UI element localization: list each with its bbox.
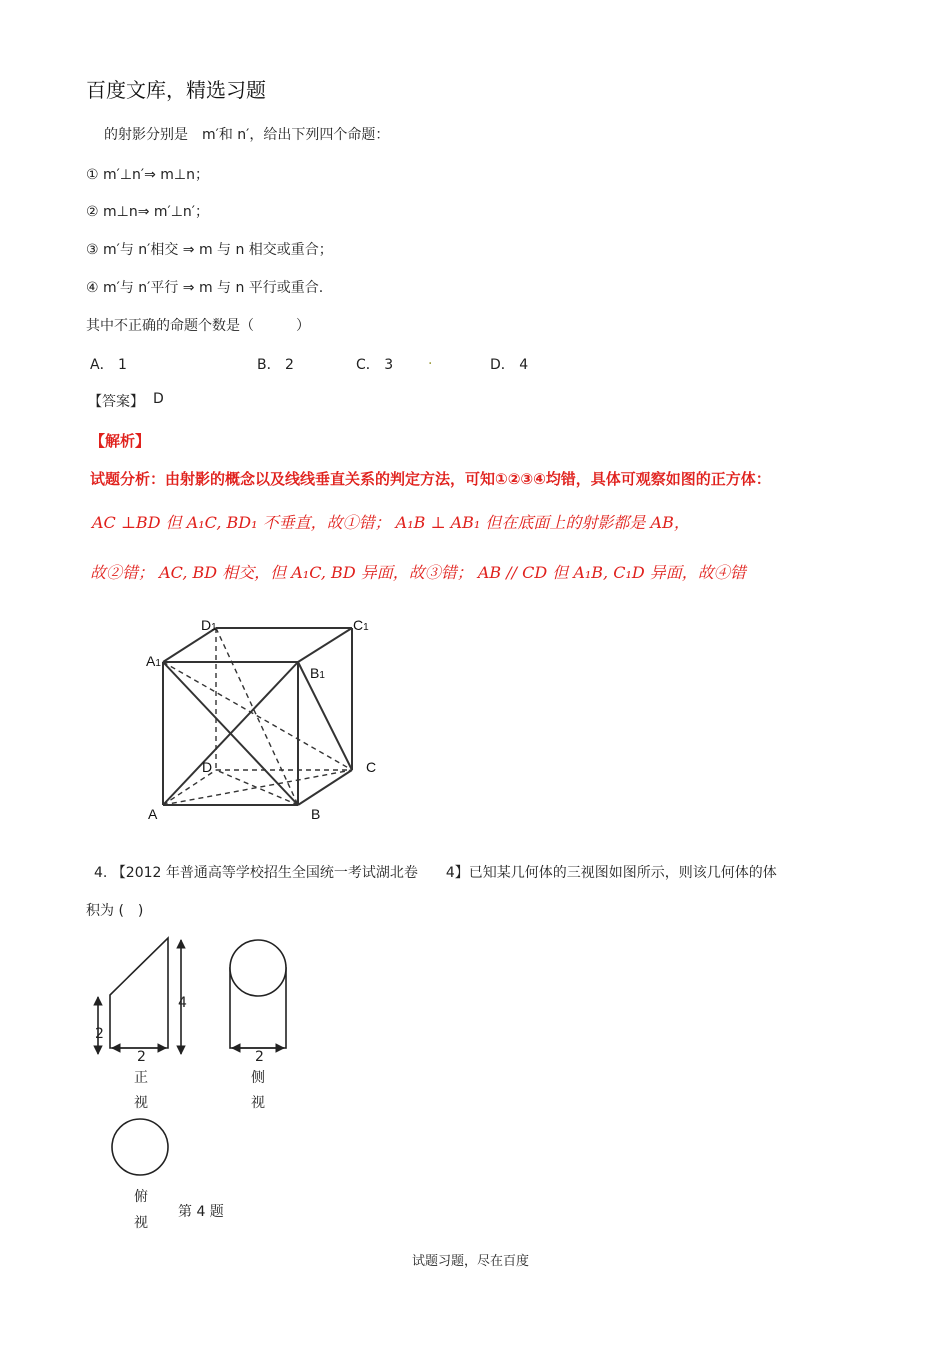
side-view-circle [230,940,286,996]
cube-label-b: B [311,806,321,822]
front-dim-width-label: 2 [137,1049,146,1065]
figure-caption: 第 4 题 [178,1204,224,1220]
front-dim-small-label: 2 [95,1026,104,1042]
cube-label-d1: D1 [201,617,217,633]
top-caption-2: 视 [134,1215,148,1231]
cube-label-d: D [202,759,213,775]
option-c: C． 3 [356,357,394,373]
front-dim-height-label: 4 [178,995,187,1011]
top-caption-1: 俯 [134,1189,148,1205]
cube-label-b1: B1 [310,665,325,681]
page-title: 百度文库，精选习题 [86,78,266,102]
page-footer: 试题习题，尽在百度 [412,1254,530,1269]
cube-label-a: A [148,806,158,822]
side-caption-1: 侧 [251,1070,265,1086]
proposition-3: ③ m′与 n′相交 ⇒ m 与 n 相交或重合； [86,242,333,258]
answer-value: D [153,391,164,407]
top-view-circle [112,1119,168,1175]
analysis-line-2: AC ⊥BD 但 A₁C, BD₁ 不垂直，故①错； A₁B ⊥ AB₁ 但在底面上的射影都是 AB， [92,513,690,532]
option-dot: . [428,352,433,368]
front-caption-2: 视 [134,1095,148,1111]
proposition-2: ② m⊥n⇒ m′⊥n′； [86,204,209,220]
option-b: B． 2 [257,357,294,373]
cube-label-a1: A1 [146,653,161,669]
question4-line1: 4. 【2012 年普通高等学校招生全国统一考试湖北卷 4】已知某几何体的三视图如图所示，则该几何体的体 [94,865,777,881]
answer-label: 【答案】 [88,394,144,410]
analysis-label: 【解析】 [90,432,151,450]
proposition-4: ④ m′与 n′平行 ⇒ m 与 n 平行或重合. [86,280,324,296]
front-view-shape [110,938,168,1048]
question-stem: 其中不正确的命题个数是（ ） [86,318,310,334]
analysis-line-1: 试题分析：由射影的概念以及线线垂直关系的判定方法，可知①②③④均错，具体可观察如图的正方体： [90,470,771,488]
option-a: A． 1 [90,357,127,373]
cube-label-c: C [366,759,377,775]
option-d: D． 4 [490,357,529,373]
front-caption-1: 正 [134,1070,148,1086]
proposition-1: ① m′⊥n′⇒ m⊥n； [86,167,209,183]
question-intro: 的射影分别是 m′和 n′，给出下列四个命题： [104,127,390,143]
analysis-line-3: 故②错； AC, BD 相交，但 A₁C, BD 异面，故③错； AB // CD 但 A₁B, C₁D 异面，故④错 [90,563,746,582]
question4-line2: 积为 ( ) [86,903,144,919]
side-dim-width-label: 2 [255,1049,264,1065]
cube-label-c1: C1 [353,617,369,633]
side-caption-2: 视 [251,1095,265,1111]
